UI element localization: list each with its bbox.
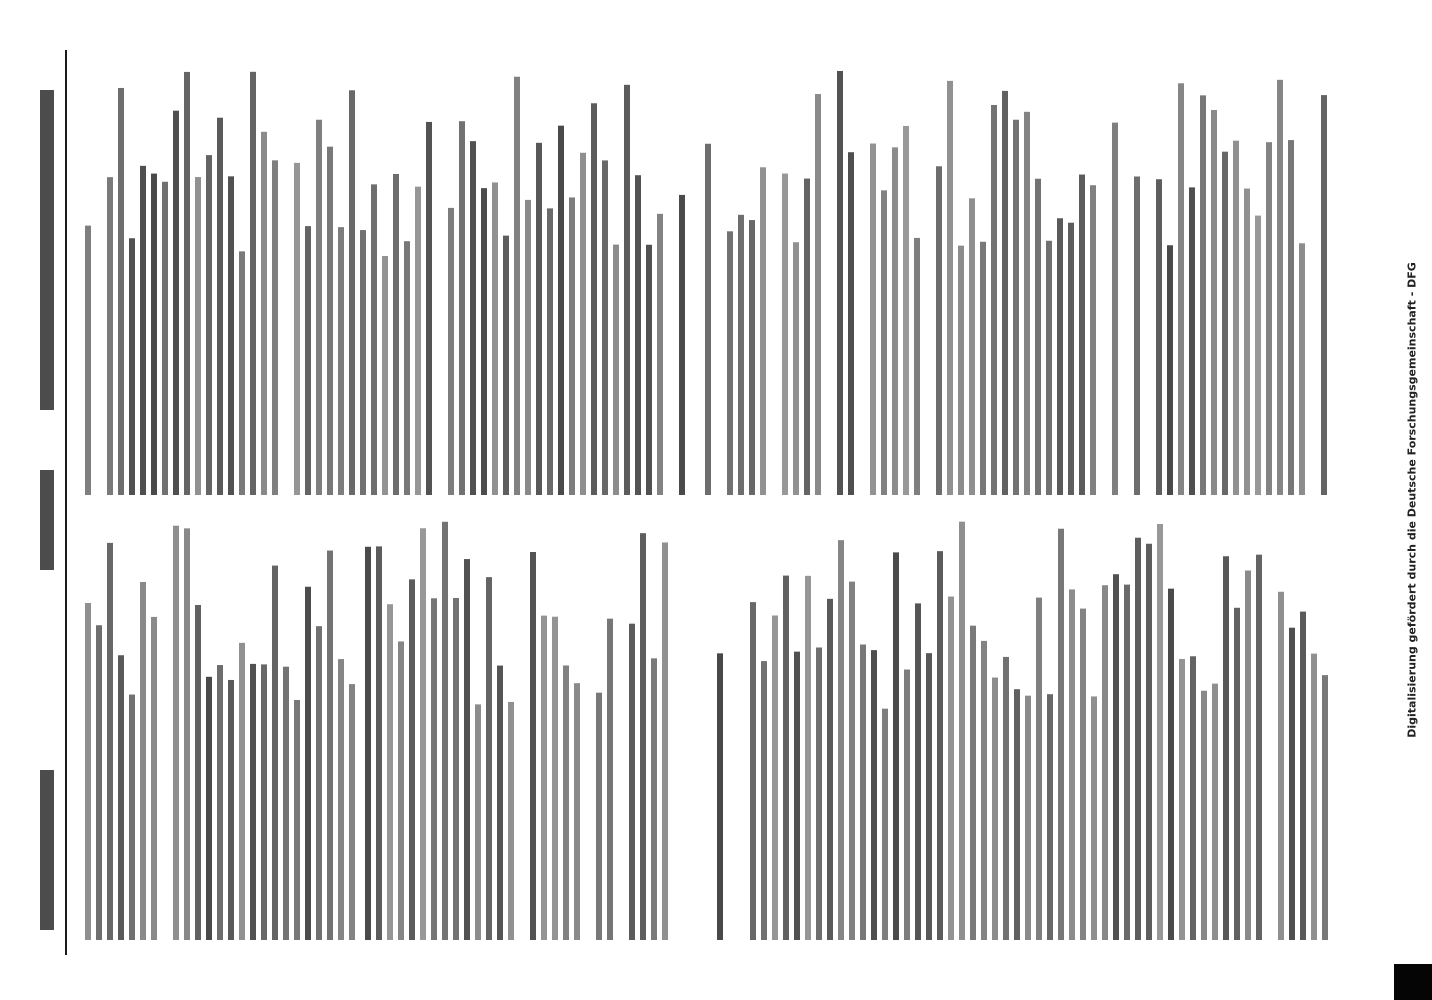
text-line xyxy=(1277,80,1283,495)
text-line xyxy=(250,664,256,940)
text-line xyxy=(283,667,289,940)
text-line xyxy=(816,648,822,940)
text-line xyxy=(980,242,986,495)
text-line xyxy=(662,542,668,940)
text-line xyxy=(316,120,322,495)
text-line xyxy=(371,184,377,495)
text-line xyxy=(365,547,371,940)
text-line xyxy=(574,683,580,940)
header-rule xyxy=(65,50,67,955)
text-line xyxy=(569,197,575,495)
text-line xyxy=(837,71,843,495)
text-line xyxy=(327,551,333,940)
text-line xyxy=(1057,218,1063,495)
text-line xyxy=(464,559,470,940)
text-line xyxy=(338,227,344,495)
header-text-band xyxy=(40,90,54,410)
text-line xyxy=(1222,152,1228,495)
text-line xyxy=(915,603,921,940)
text-line xyxy=(1255,216,1261,495)
text-line xyxy=(140,582,146,940)
text-line xyxy=(1069,589,1075,940)
text-line xyxy=(794,652,800,940)
text-columns xyxy=(85,71,1328,940)
text-line xyxy=(261,664,267,940)
text-line xyxy=(760,167,766,495)
text-line xyxy=(1233,141,1239,495)
text-line xyxy=(646,245,652,495)
text-line xyxy=(239,251,245,495)
text-line xyxy=(503,236,509,495)
scan-text-block xyxy=(25,50,1370,955)
text-line xyxy=(525,200,531,495)
text-line xyxy=(162,182,168,495)
header-text-band xyxy=(40,770,54,930)
text-line xyxy=(870,144,876,495)
text-line xyxy=(239,643,245,940)
text-line xyxy=(547,208,553,495)
text-line xyxy=(272,566,278,940)
text-column xyxy=(705,71,1327,495)
text-line xyxy=(107,177,113,495)
text-line xyxy=(1167,245,1173,495)
text-line xyxy=(783,576,789,940)
text-line xyxy=(1266,142,1272,495)
text-line xyxy=(497,666,503,940)
text-line xyxy=(1047,694,1053,940)
text-line xyxy=(195,177,201,495)
text-line xyxy=(717,653,723,940)
text-line xyxy=(1036,598,1042,940)
text-line xyxy=(991,105,997,495)
text-line xyxy=(563,665,569,940)
text-line xyxy=(827,599,833,940)
text-line xyxy=(1003,657,1009,940)
text-line xyxy=(261,132,267,495)
text-line xyxy=(1245,570,1251,940)
text-line xyxy=(1212,684,1218,940)
text-line xyxy=(838,540,844,940)
text-line xyxy=(409,579,415,940)
text-line xyxy=(195,605,201,940)
text-line xyxy=(1299,243,1305,495)
text-column xyxy=(717,522,1328,940)
text-line xyxy=(657,214,663,495)
text-line xyxy=(536,143,542,495)
text-line xyxy=(1300,612,1306,940)
text-line xyxy=(129,238,135,495)
text-line xyxy=(415,187,421,495)
text-line xyxy=(426,122,432,495)
text-line xyxy=(459,121,465,495)
text-line xyxy=(624,85,630,495)
text-line xyxy=(475,704,481,940)
text-line xyxy=(1289,628,1295,940)
text-column xyxy=(85,72,685,495)
text-line xyxy=(1112,123,1118,495)
text-line xyxy=(514,77,520,495)
text-line xyxy=(727,231,733,495)
text-line xyxy=(85,226,91,495)
text-line xyxy=(914,238,920,495)
text-line xyxy=(1124,585,1130,940)
text-line xyxy=(338,659,344,940)
text-line xyxy=(804,179,810,495)
text-column xyxy=(365,522,668,940)
text-line xyxy=(1189,187,1195,495)
running-header xyxy=(40,50,67,955)
text-line xyxy=(294,700,300,940)
text-line xyxy=(481,188,487,495)
text-line xyxy=(376,546,382,940)
text-line xyxy=(969,198,975,495)
text-line xyxy=(1134,177,1140,495)
text-line xyxy=(591,103,597,495)
text-line xyxy=(393,174,399,495)
text-line xyxy=(904,670,910,940)
text-line xyxy=(1068,223,1074,495)
text-line xyxy=(1091,696,1097,940)
text-line xyxy=(1102,585,1108,940)
text-line xyxy=(772,615,778,940)
text-line xyxy=(1135,538,1141,940)
text-line xyxy=(750,602,756,940)
text-line xyxy=(541,616,547,940)
text-line xyxy=(382,256,388,495)
text-line xyxy=(1311,654,1317,940)
text-line xyxy=(140,166,146,495)
text-line xyxy=(1178,83,1184,495)
text-line xyxy=(580,153,586,495)
text-line xyxy=(1035,179,1041,495)
text-line xyxy=(129,695,135,940)
text-line xyxy=(1025,696,1031,940)
text-line xyxy=(629,624,635,940)
text-line xyxy=(613,245,619,495)
text-line xyxy=(305,587,311,940)
text-line xyxy=(1244,189,1250,495)
text-line xyxy=(305,226,311,495)
text-line xyxy=(486,577,492,940)
text-line xyxy=(749,220,755,495)
text-line xyxy=(448,208,454,495)
text-line xyxy=(217,665,223,940)
text-line xyxy=(349,90,355,495)
text-line xyxy=(360,230,366,495)
text-line xyxy=(398,641,404,940)
text-line xyxy=(947,81,953,495)
text-line xyxy=(530,552,536,940)
text-line xyxy=(173,111,179,495)
text-line xyxy=(1288,140,1294,495)
text-line xyxy=(892,147,898,495)
text-line xyxy=(294,163,300,495)
text-line xyxy=(558,126,564,495)
text-line xyxy=(151,617,157,940)
text-line xyxy=(470,141,476,495)
text-line xyxy=(1200,95,1206,495)
text-line xyxy=(948,597,954,940)
text-line xyxy=(937,551,943,940)
text-line xyxy=(206,677,212,940)
text-line xyxy=(893,552,899,940)
text-line xyxy=(1013,120,1019,495)
text-line xyxy=(1234,608,1240,940)
text-line xyxy=(635,175,641,495)
text-line xyxy=(85,603,91,940)
text-line xyxy=(651,658,657,940)
text-line xyxy=(1201,691,1207,940)
text-line xyxy=(640,533,646,940)
text-line xyxy=(107,543,113,940)
text-line xyxy=(552,617,558,940)
text-line xyxy=(1321,95,1327,495)
text-line xyxy=(431,598,437,940)
text-line xyxy=(1322,675,1328,940)
text-line xyxy=(184,72,190,495)
text-line xyxy=(761,661,767,940)
text-line xyxy=(228,176,234,495)
text-line xyxy=(607,619,613,940)
text-line xyxy=(228,680,234,940)
text-line xyxy=(1157,524,1163,940)
text-line xyxy=(936,166,942,495)
text-line xyxy=(272,160,278,495)
text-line xyxy=(959,522,965,940)
text-column xyxy=(85,526,355,940)
text-line xyxy=(1113,574,1119,940)
text-line xyxy=(992,678,998,940)
text-line xyxy=(793,242,799,495)
text-line xyxy=(173,526,179,940)
text-line xyxy=(118,655,124,940)
text-line xyxy=(805,576,811,940)
text-line xyxy=(882,709,888,940)
text-line xyxy=(508,702,514,940)
text-line xyxy=(602,160,608,495)
dfg-credit-text: Digitalisierung gefördert durch die Deutsche Forschungsgemeinschaft - DFG xyxy=(1405,262,1419,738)
text-line xyxy=(217,118,223,495)
text-line xyxy=(151,174,157,495)
text-line xyxy=(596,693,602,940)
text-line xyxy=(679,195,685,495)
text-line xyxy=(1256,555,1262,940)
text-line xyxy=(738,215,744,495)
text-line xyxy=(349,684,355,940)
text-line xyxy=(1046,241,1052,495)
text-line xyxy=(958,246,964,495)
text-line xyxy=(1168,589,1174,940)
text-line xyxy=(1223,556,1229,940)
text-line xyxy=(453,598,459,940)
text-line xyxy=(420,528,426,940)
text-line xyxy=(871,650,877,940)
text-line xyxy=(1014,689,1020,940)
text-line xyxy=(903,126,909,495)
text-line xyxy=(970,626,976,940)
text-line xyxy=(1179,659,1185,940)
text-line xyxy=(327,147,333,495)
scan-edge-shadow xyxy=(1394,964,1432,1000)
text-line xyxy=(1058,529,1064,940)
text-line xyxy=(1278,592,1284,940)
text-line xyxy=(705,144,711,495)
text-line xyxy=(815,94,821,495)
text-line xyxy=(1090,185,1096,495)
text-line xyxy=(1156,179,1162,495)
text-line xyxy=(1024,112,1030,495)
text-line xyxy=(1211,110,1217,495)
text-line xyxy=(981,641,987,940)
text-line xyxy=(860,645,866,940)
text-line xyxy=(1146,544,1152,940)
text-line xyxy=(118,88,124,495)
text-line xyxy=(442,522,448,940)
text-line xyxy=(848,152,854,495)
text-line xyxy=(1190,656,1196,940)
text-line xyxy=(849,582,855,940)
text-line xyxy=(404,241,410,495)
text-line xyxy=(782,174,788,495)
text-line xyxy=(96,625,102,940)
text-line xyxy=(492,182,498,495)
text-line xyxy=(1002,91,1008,495)
text-line xyxy=(926,653,932,940)
text-line xyxy=(1080,609,1086,940)
text-line xyxy=(206,155,212,495)
text-line xyxy=(881,190,887,495)
text-line xyxy=(250,72,256,495)
header-text-band xyxy=(40,470,54,570)
text-line xyxy=(1079,175,1085,495)
text-line xyxy=(316,626,322,940)
text-line xyxy=(387,604,393,940)
text-line xyxy=(184,528,190,940)
